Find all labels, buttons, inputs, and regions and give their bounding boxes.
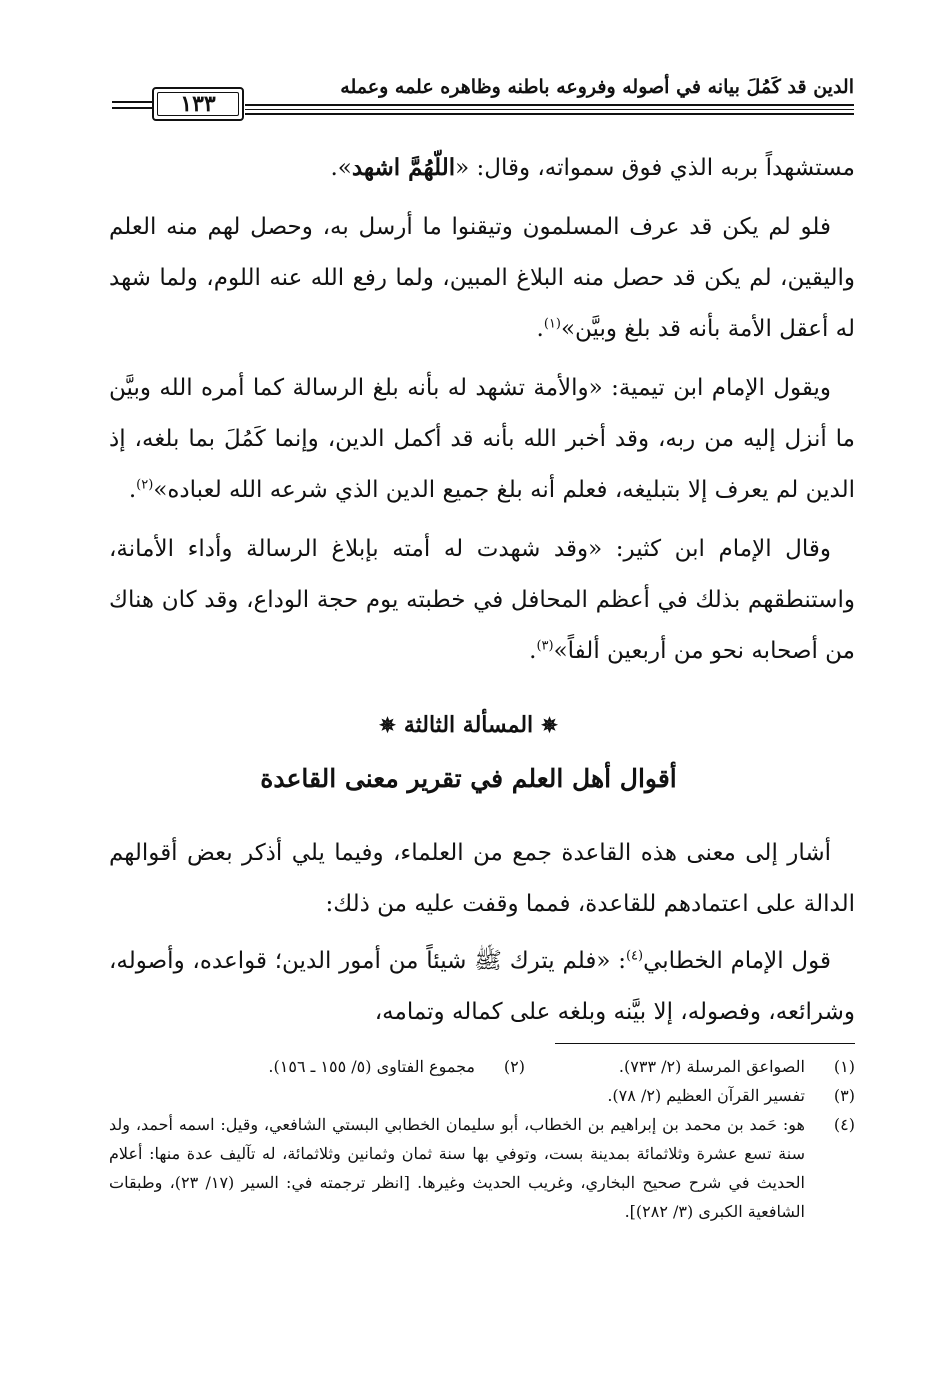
footnote-ref: (١)	[543, 316, 561, 332]
footnote	[525, 1052, 855, 1081]
section-title: أقوال أهل العلم في تقرير معنى القاعدة	[260, 764, 677, 793]
header-rule	[245, 109, 854, 110]
footnote-number: (٤)	[833, 1115, 855, 1134]
footnote-ref: (٣)	[536, 638, 554, 654]
ornament-icon: ✵	[541, 713, 558, 737]
footnote-text: تفسير القرآن العظيم (٢/ ٧٨).	[607, 1086, 805, 1105]
footnote-text: هو: حَمد بن محمد بن إبراهيم بن الخطاب، أبو سليمان الخطابي البستي الشافعي، وقيل: اسمه أحمد، ولد سنة تسع عشرة وثلاثمائة بمدينة بست، وتوفي بها سنة ثمان وثمانين وثلاثمائة، له تآليف عدة منها: أعلام الحديث في شرح صحيح البخاري، وغريب الحديث وغيرها. [انظر ترجمته في: السير (١٧/ ٢٣)، وطبقات الشافعية الكبرى (٣/ ٢٨٢)].	[109, 1115, 806, 1221]
footnote-number: (٢)	[503, 1057, 525, 1076]
text-run: .	[536, 316, 544, 342]
header-rule	[112, 101, 152, 103]
header-rule	[112, 107, 152, 109]
header-rule	[245, 113, 854, 115]
text-run: أشار إلى معنى هذه القاعدة جمع من العلماء، وفيما يلي أذكر بعض أقوالهم الدالة على اعتمادهم للقاعدة، فمما وقفت عليه من ذلك:	[109, 840, 855, 917]
ornament-icon: ✵	[379, 713, 396, 737]
footnote-row	[109, 1052, 855, 1081]
bold-quote: اللّهُمَّ اشهد	[351, 154, 456, 181]
paragraph	[109, 142, 855, 194]
page-number-frame	[152, 87, 244, 121]
footnote	[109, 1110, 855, 1226]
page-header	[112, 70, 854, 130]
footnote	[195, 1052, 525, 1081]
section-label	[0, 712, 937, 738]
paragraph	[109, 828, 855, 930]
page-number: ١٣٣	[180, 91, 216, 117]
header-rule	[245, 104, 854, 106]
paragraph	[109, 524, 855, 677]
paragraph	[109, 936, 855, 1038]
section-label-text: المسألة الثالثة	[403, 712, 534, 738]
footnote-text: مجموع الفتاوى (٥/ ١٥٥ ـ ١٥٦).	[268, 1057, 475, 1076]
text-run: فلو لم يكن قد عرف المسلمون وتيقنوا ما أرسل به، وحصل لهم منه العلم واليقين، لم يكن قد حصل منه البلاغ المبين، ولما رفع الله عنه اللوم، ولما شهد له أعقل الأمة بأنه قد بلغ وبيَّن»	[109, 214, 855, 342]
footnote-separator	[555, 1043, 855, 1044]
running-title: الدين قد كَمُلَ بيانه في أصوله وفروعه باطنه وظاهره علمه وعمله	[340, 76, 854, 98]
footnote-text: الصواعق المرسلة (٢/ ٧٣٣).	[618, 1057, 805, 1076]
footnote-ref: (٤)	[625, 948, 644, 964]
text-run: وقال الإمام ابن كثير: «وقد شهدت له أمته بإبلاغ الرسالة وأداء الأمانة، واستنطقهم بذلك في أعظم المحافل في خطبته يوم حجة الوداع، وقد كان هناك من أصحابه نحو من أربعين ألفاً»	[109, 536, 855, 664]
paragraph	[109, 202, 855, 355]
text-run: : «فلم يترك ﷺ شيئاً من أمور الدين؛ قواعده، وأصوله، وشرائعه، وفصوله، إلا بيَّنه وبلغه على كماله وتمامه،	[109, 948, 855, 1025]
footnote-ref: (٢)	[136, 477, 154, 493]
footnote	[109, 1081, 855, 1110]
footnote-number: (١)	[833, 1057, 855, 1076]
text-run: ويقول الإمام ابن تيمية: «والأمة تشهد له بأنه بلغ الرسالة كما أمره الله وبيَّن ما أنزل إليه من ربه، وقد أخبر الله بأنه قد أكمل الدين، وإنما كَمُلَ بما بلغه، إذ الدين لم يعرف إلا بتبليغه، فعلم أنه بلغ جميع الدين الذي شرعه الله لعباده»	[109, 375, 855, 503]
main-text	[109, 142, 855, 677]
footnote-number: (٣)	[833, 1086, 855, 1105]
text-run: قول الإمام الخطابي	[643, 948, 831, 974]
footnotes	[109, 1052, 855, 1226]
text-run: .	[128, 477, 137, 503]
paragraph	[109, 363, 855, 516]
text-run: مستشهداً بربه الذي فوق سمواته، وقال: «	[455, 155, 855, 181]
text-run: ».	[330, 155, 352, 181]
section-text	[109, 822, 855, 1038]
text-run: .	[529, 638, 537, 664]
